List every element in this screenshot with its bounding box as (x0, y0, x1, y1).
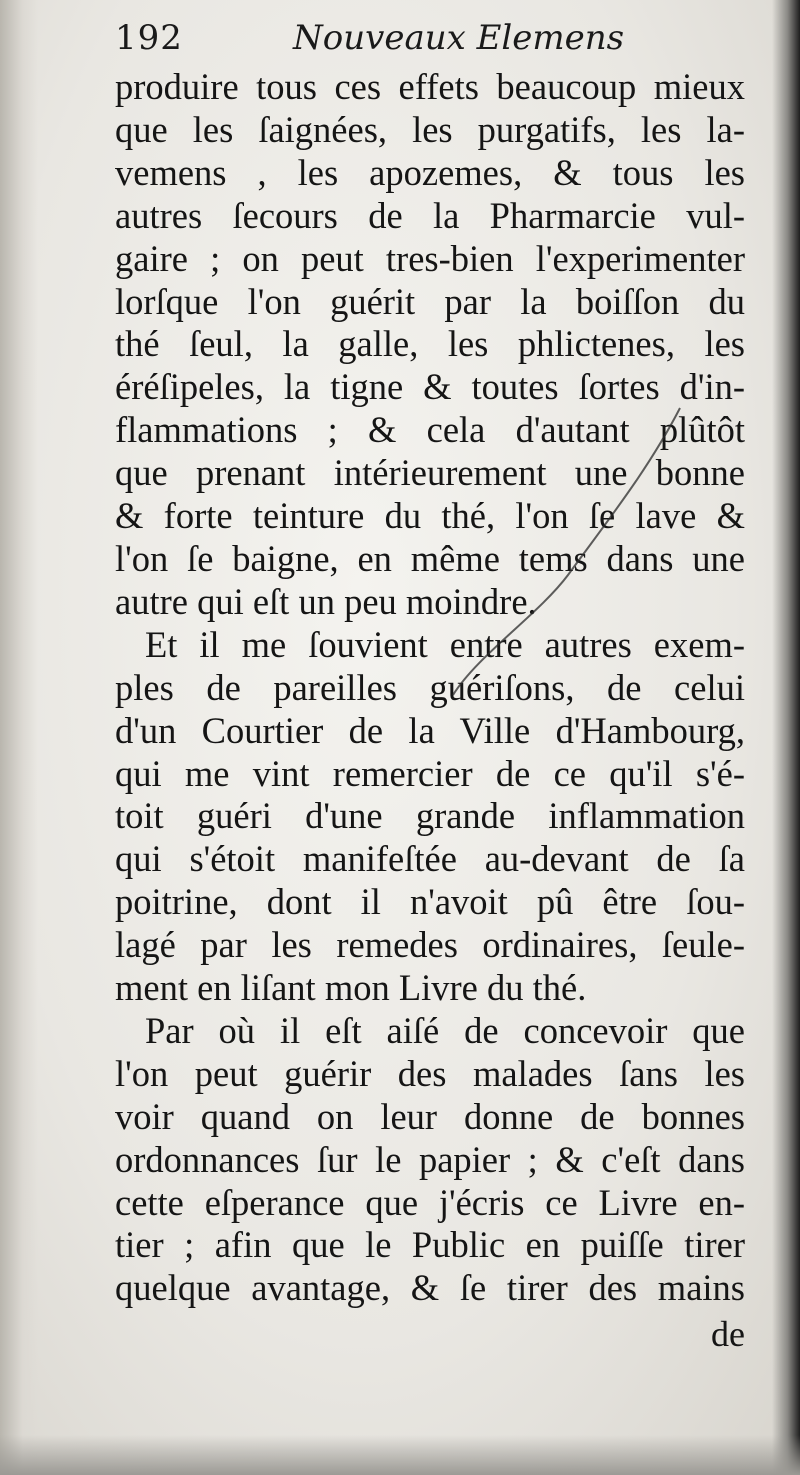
text-line: l'on peut guérir des malades ſans les (115, 1052, 745, 1094)
text-line: que les ſaignées, les purgatifs, les la- (115, 108, 745, 150)
text-line: éréſipeles, la tigne & toutes ſortes d'in- (115, 366, 745, 408)
text-line: d'un Courtier de la Ville d'Hambourg, (115, 709, 745, 751)
paragraph-end-line: ment en liſant mon Livre du thé. (115, 967, 587, 1009)
text-line: toit guéri d'une grande inflammation (115, 795, 745, 837)
bottom-edge-shadow (0, 1435, 800, 1475)
text-line: tier ; afin que le Public en puiſſe tirer (115, 1224, 745, 1266)
catchword: de (711, 1314, 745, 1354)
body-text (115, 66, 745, 1310)
text-line: autres ſecours de la Pharmarcie vul- (115, 194, 745, 236)
text-line: quelque avantage, & ſe tirer des mains (115, 1267, 745, 1309)
text-line: vemens , les apozemes, & tous les (115, 151, 745, 193)
text-line: gaire ; on peut tres-bien l'experimenter (115, 237, 745, 279)
text-line: flammations ; & cela d'autant plûtôt (115, 409, 745, 451)
text-line: lagé par les remedes ordinaires, ſeule- (115, 924, 745, 966)
page-header (115, 14, 745, 64)
paragraph-end-line: autre qui eſt un peu moindre. (115, 580, 537, 622)
text-line: l'on ſe baigne, en même tems dans une (115, 537, 745, 579)
gutter-shadow (0, 0, 38, 1475)
text-line: lorſque l'on guérit par la boiſſon du (115, 280, 745, 322)
text-line: ples de pareilles guériſons, de celui (115, 666, 745, 708)
text-line: poitrine, dont il n'avoit pû être ſou- (115, 881, 745, 923)
text-line: cette eſperance que j'écris ce Livre en- (115, 1181, 745, 1223)
text-line: qui me vint remercier de ce qu'il s'é- (115, 752, 745, 794)
text-line: thé ſeul, la galle, les phlictenes, les (115, 323, 745, 365)
page-number: 192 (115, 18, 183, 58)
text-line: que prenant intérieurement une bonne (115, 452, 745, 494)
paragraph-start-line: Et il me ſouvient entre autres exem- (145, 623, 745, 665)
text-line: produire tous ces effets beaucoup mieux (115, 66, 745, 107)
running-title: Nouveaux Elemens (293, 18, 625, 58)
text-line: ordonnances ſur le papier ; & c'eſt dans (115, 1138, 745, 1180)
page-edge-shadow (772, 0, 800, 1475)
text-line: voir quand on leur donne de bonnes (115, 1095, 745, 1137)
text-line: qui s'étoit manifeſtée au-devant de ſa (115, 838, 745, 880)
paragraph-start-line: Par où il eſt aiſé de concevoir que (145, 1009, 745, 1051)
text-line: & forte teinture du thé, l'on ſe lave & (115, 495, 745, 537)
